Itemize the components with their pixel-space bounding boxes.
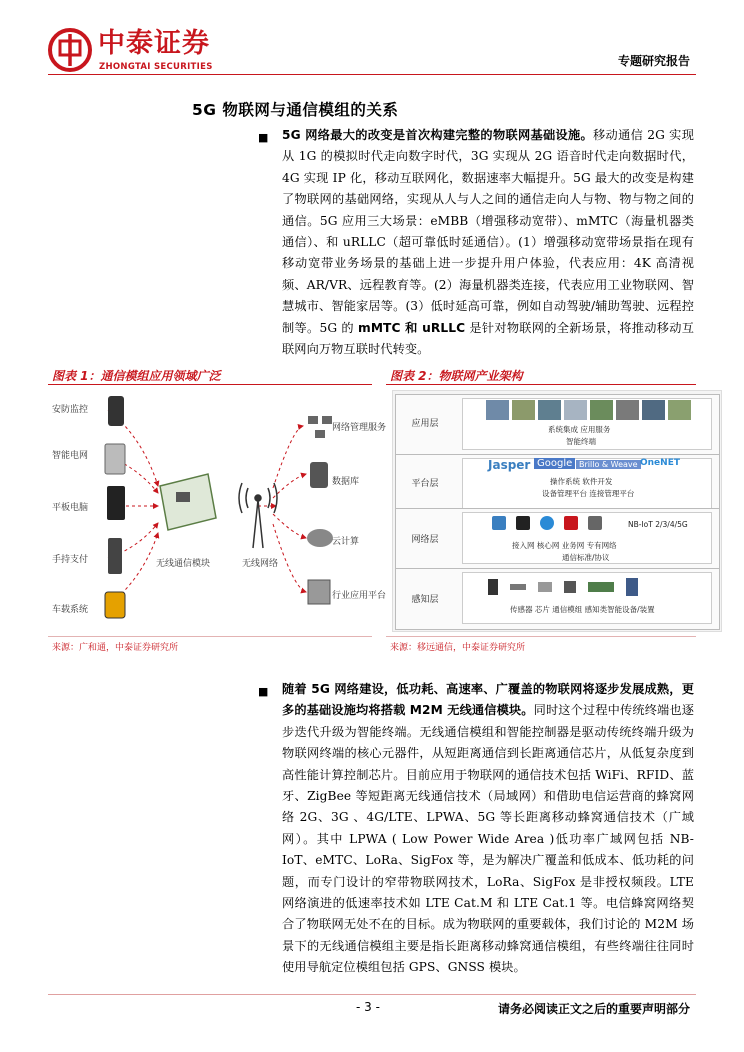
figure-1-diagram bbox=[48, 388, 372, 630]
sensor-icon bbox=[488, 579, 498, 595]
rfid-icon bbox=[564, 516, 578, 530]
google-logo: Google bbox=[534, 458, 575, 469]
fig1-right-label-2: 云计算 bbox=[332, 537, 360, 547]
wifi-icon bbox=[540, 516, 554, 530]
logo-mark-icon bbox=[48, 28, 92, 72]
device-icon bbox=[564, 581, 576, 593]
paragraph-1-tail: 是针对物联网的全新场景，将推动移动互联网向万物互联时代转变。 bbox=[282, 320, 695, 357]
bullet-2: ■ bbox=[258, 685, 269, 698]
car-system-icon bbox=[105, 592, 125, 618]
jasper-logo: Jasper bbox=[488, 458, 531, 472]
layer-platform-sub: 设备管理平台 连接管理平台 bbox=[542, 489, 635, 498]
smart-meter-icon bbox=[105, 444, 125, 474]
figure-1-source: 来源：广和通，中泰证券研究所 bbox=[52, 643, 179, 653]
layer-network-label: 网络层 bbox=[411, 535, 439, 545]
figure-1-title: 图表 1：通信模组应用领域广泛 bbox=[52, 369, 221, 383]
onenet-logo: OneNET bbox=[640, 458, 680, 468]
lte-icon bbox=[588, 516, 602, 530]
tower-icon bbox=[239, 483, 277, 548]
layer-sensing-label: 感知层 bbox=[411, 595, 439, 605]
footer-divider bbox=[48, 994, 696, 995]
figure-2-rule bbox=[386, 384, 696, 385]
fig1-label-2: 平板电脑 bbox=[52, 503, 89, 513]
layer-app-caption: 系统集成 应用服务 bbox=[548, 425, 611, 434]
section-title: 5G 物联网与通信模组的关系 bbox=[192, 101, 399, 119]
cloud-icon bbox=[307, 529, 333, 547]
figure-1-bottom-rule bbox=[48, 636, 372, 637]
layer-app-label: 应用层 bbox=[411, 419, 439, 429]
board-icon bbox=[588, 582, 614, 592]
paragraph-2 bbox=[282, 679, 694, 979]
paragraph-2-lead: 随着 5G 网络建设，低功耗、高速率、广覆盖的物联网将逐步发展成熟，更多的基础设施均将搭载 M2M 无线通信模块。 bbox=[282, 682, 694, 718]
database-icon bbox=[310, 462, 328, 488]
layer-network-caption: 接入网 核心网 业务网 专有网络 bbox=[512, 541, 617, 550]
paragraph-1-lead: 5G 网络最大的改变是首次构建完整的物联网基础设施。 bbox=[282, 128, 594, 142]
layer-platform-caption: 操作系统 软件开发 bbox=[550, 477, 613, 486]
network-management-icon bbox=[308, 416, 332, 438]
app-tile bbox=[512, 400, 535, 420]
zigbee-icon bbox=[516, 516, 530, 530]
security-camera-icon bbox=[108, 396, 124, 426]
figure-2-source: 来源：移远通信，中泰证券研究所 bbox=[390, 643, 526, 653]
fig1-tower-label: 无线网络 bbox=[242, 559, 279, 569]
app-tile bbox=[642, 400, 665, 420]
app-tile bbox=[590, 400, 613, 420]
fig1-center-label: 无线通信模块 bbox=[156, 559, 211, 569]
module-small-icon bbox=[538, 582, 552, 592]
fig1-label-4: 车载系统 bbox=[52, 605, 89, 615]
disclaimer-note: 请务必阅读正文之后的重要声明部分 bbox=[497, 1002, 690, 1016]
app-tiles bbox=[486, 400, 691, 420]
paragraph-1-emphasis: mMTC 和 uRLLC bbox=[358, 320, 466, 335]
network-icons bbox=[492, 516, 602, 530]
app-tile bbox=[538, 400, 561, 420]
report-type: 专题研究报告 bbox=[617, 54, 690, 68]
fig1-right-label-0: 网络管理服务 bbox=[332, 423, 387, 433]
fig1-right-label-1: 数据库 bbox=[332, 477, 360, 487]
tablet-icon bbox=[107, 486, 125, 520]
bluetooth-icon bbox=[492, 516, 506, 530]
paragraph-2-body: 同时这个过程中传统终端也逐步迭代升级为智能终端。无线通信模组和智能控制器是驱动传统终端升级为物联网终端的核心元器件，从短距离通信到长距离通信芯片，从低复杂度到高性能计算控制芯片。目前应用于物联网的通信技术包括 WiFi、RFID、蓝牙、ZigBee 等短距离无线通信技术（局域网）和借助电信运营商的蜂窝网络 2G、3G 、4G/LTE、LPWA、5G 等长距离移动蜂窝通信技术（广域网）。其中 LPWA ( Low Power Wide Area )低功率广域网包括 NB-IoT、eMTC、LoRa、SigFox 等，是为解决广覆盖和低成本、低功耗的问题，而专门设计的窄带物联网技术，LoRa、SigFox 是非授权频段。LTE 网络演进的低速率技术如 LTE Cat.M 和 LTE Cat.1 等。电信蜂窝网络契合了物联网无处不在的目标。成为物联网的重要载体，我们讨论的 M2M 场景下的无线通信模组主要是指长距离移动蜂窝通信模组，有些终端往往同时使用导航定位模组包括 GPS、GNSS 模块。 bbox=[282, 703, 694, 975]
paragraph-1-body: 移动通信 2G 实现从 1G 的模拟时代走向数字时代，3G 实现从 2G 语音时代走向数据时代，4G 实现 IP 化，移动互联网化，数据速率大幅提升。5G 最大的改变是构建了物联网的基础网络，实现从人与人之间的通信走向人与物、物与物之间的通信。5G 应用三大场景：eMBB（增强移动宽带）、mMTC（海量机器类通信）、和 uRLLC（超可靠低时延通信）。(1）增强移动宽带场景指在现有移动宽带业务场景的基础上进一步提升用户体验，代表应用：4K 高清视频、AR/VR、远程教育等。(2）海量机器类连接，代表应用工业物联网、智慧城市、智能家居等。(3）低时延高可靠，例如自动驾驶/辅助驾驶、远程控制等。5G 的 bbox=[282, 128, 694, 335]
chip-icon bbox=[510, 584, 526, 590]
network-tag: NB-IoT 2/3/4/5G bbox=[628, 520, 688, 529]
layer-platform-label: 平台层 bbox=[411, 479, 439, 489]
figure-1-rule bbox=[48, 384, 372, 385]
figure-2-bottom-rule bbox=[386, 636, 696, 637]
fig1-label-1: 智能电网 bbox=[52, 451, 89, 461]
header-divider bbox=[48, 74, 696, 75]
app-tile bbox=[616, 400, 639, 420]
logo-text: 中泰证券 bbox=[98, 28, 210, 59]
page-number: - 3 - bbox=[356, 1000, 380, 1014]
app-tile bbox=[564, 400, 587, 420]
layer-network-sub: 通信标准/协议 bbox=[562, 553, 610, 562]
fig1-label-0: 安防监控 bbox=[52, 405, 89, 415]
figure-2-title: 图表 2：物联网产业架构 bbox=[390, 369, 523, 383]
paragraph-1 bbox=[282, 125, 694, 360]
bullet-1: ■ bbox=[258, 131, 269, 144]
app-tile bbox=[668, 400, 691, 420]
brillo-logo: Brillo & Weave bbox=[576, 460, 641, 469]
sensing-icons bbox=[488, 578, 638, 596]
app-tile bbox=[486, 400, 509, 420]
industry-platform-icon bbox=[308, 580, 330, 604]
layer-sensing-caption: 传感器 芯片 通信模组 感知类智能设备/装置 bbox=[510, 605, 655, 614]
layer-app-sub: 智能终端 bbox=[566, 437, 596, 446]
fig1-right-label-3: 行业应用平台 bbox=[332, 591, 387, 601]
logo-english: ZHONGTAI SECURITIES bbox=[99, 62, 213, 72]
fig1-label-3: 手持支付 bbox=[52, 555, 89, 565]
terminal-icon bbox=[626, 578, 638, 596]
pos-terminal-icon bbox=[108, 538, 122, 574]
